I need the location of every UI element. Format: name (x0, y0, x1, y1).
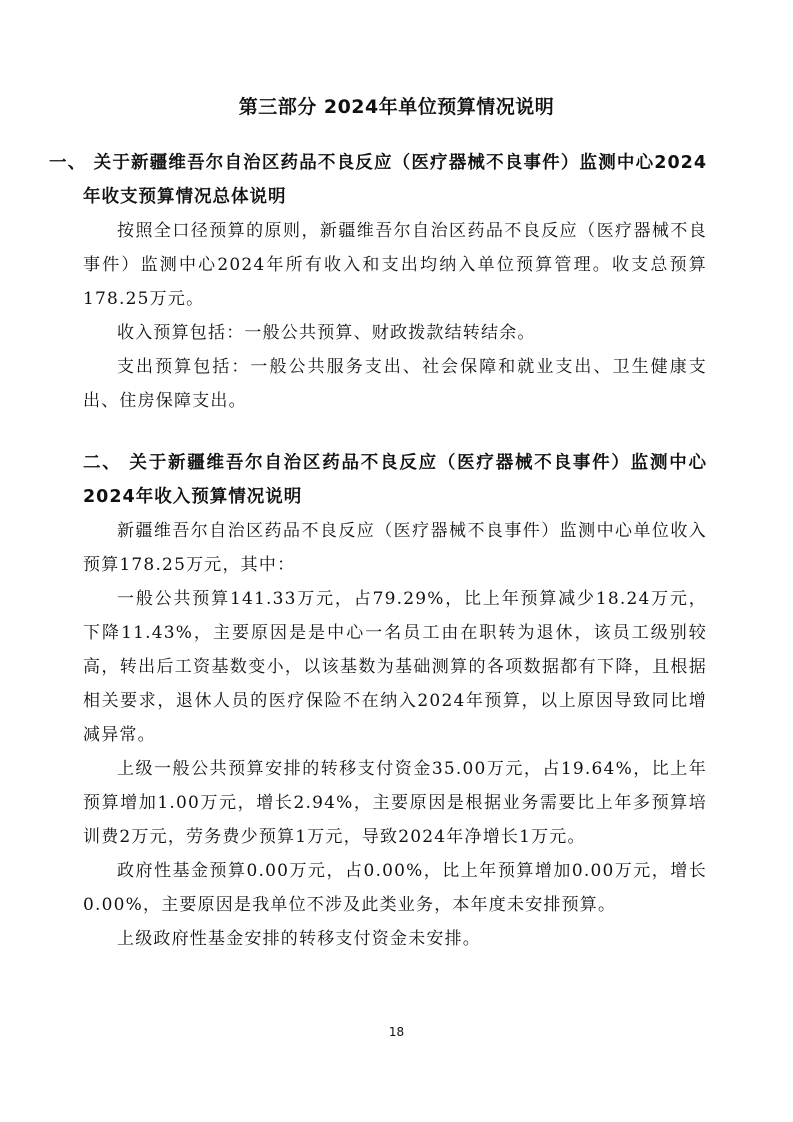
page-number: 18 (388, 1025, 405, 1039)
paragraph: 按照全口径预算的原则，新疆维吾尔自治区药品不良反应（医疗器械不良事件）监测中心2024年所有收入和支出均纳入单位预算管理。收支总预算178.25万元。 (83, 221, 707, 309)
paragraph: 上级一般公共预算安排的转移支付资金35.00万元，占19.64%，比上年预算增加1.00万元，增长2.94%，主要原因是根据业务需要比上年多预算培训费2万元，劳务费少预算1万元，导致2024年净增长1万元。 (83, 759, 707, 847)
section-1 (49, 146, 707, 418)
paragraph: 政府性基金预算0.00万元，占0.00%，比上年预算增加0.00万元，增长0.00%，主要原因是我单位不涉及此类业务，本年度未安排预算。 (83, 861, 707, 915)
paragraph: 支出预算包括：一般公共服务支出、社会保障和就业支出、卫生健康支出、住房保障支出。 (83, 357, 707, 411)
section-1-heading: 一、 关于新疆维吾尔自治区药品不良反应（医疗器械不良事件）监测中心2024年收支预算情况总体说明 (49, 153, 707, 207)
paragraph: 新疆维吾尔自治区药品不良反应（医疗器械不良事件）监测中心单位收入预算178.25万元，其中： (83, 521, 707, 575)
page-title: 第三部分 2024年单位预算情况说明 (238, 96, 555, 118)
paragraph: 收入预算包括：一般公共预算、财政拨款结转结余。 (117, 323, 536, 343)
section-2 (83, 446, 707, 956)
section-2-heading: 二、 关于新疆维吾尔自治区药品不良反应（医疗器械不良事件）监测中心2024年收入预算情况说明 (83, 453, 707, 507)
paragraph: 一般公共预算141.33万元，占79.29%，比上年预算减少18.24万元，下降11.43%，主要原因是是中心一名员工由在职转为退休，该员工级别较高，转出后工资基数变小，以该基数为基础测算的各项数据都有下降，且根据相关要求，退休人员的医疗保险不在纳入2024年预算，以上原因导致同比增减异常。 (83, 589, 707, 745)
paragraph: 上级政府性基金安排的转移支付资金未安排。 (117, 929, 481, 949)
